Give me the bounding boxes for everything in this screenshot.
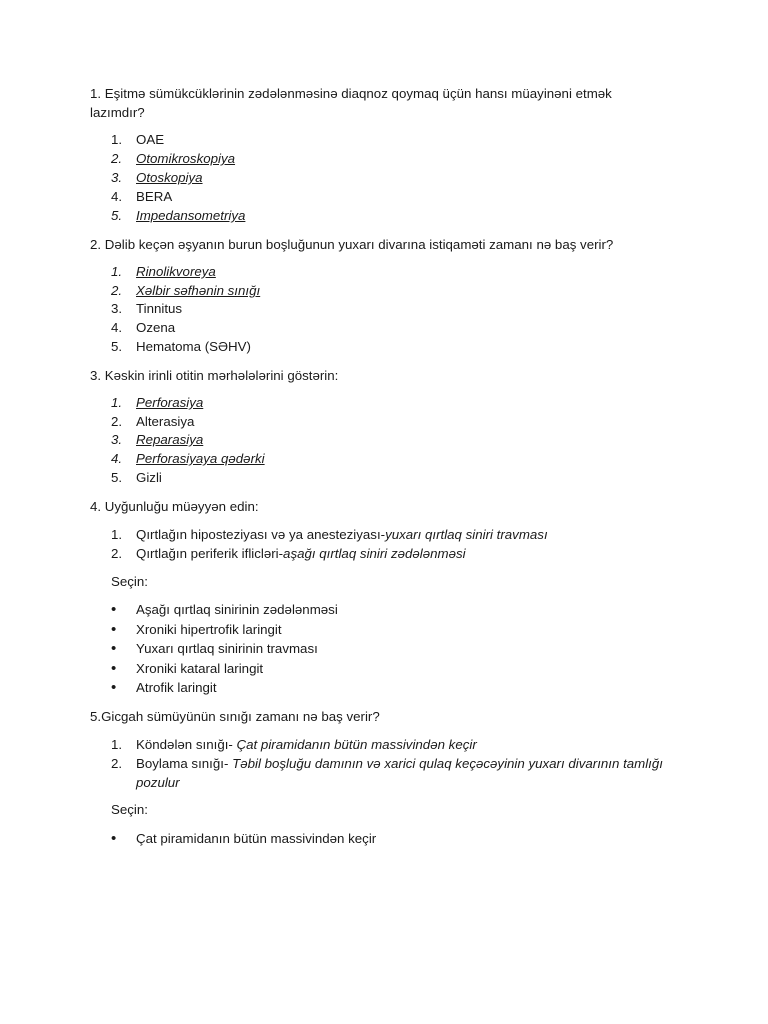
q4-pair-1: 1. Qırtlağın hiposteziyası və ya anesteziyası-yuxarı qırtlaq siniri travması	[111, 527, 548, 542]
question-3	[90, 366, 690, 385]
q5-pair-1: 1. Köndələn sınığı- Çat piramidanın bütün massivindən keçir	[111, 737, 477, 752]
q4-choice-2: • Xroniki hipertrofik laringit	[111, 621, 282, 638]
q5-pair-2: 2. Boylama sınığı- Təbil boşluğu damının və xarici qulaq keçəcəyinin yuxarı divarının tamlığı	[111, 756, 663, 771]
q3-option-5: 5. Gizli	[111, 470, 162, 485]
q1-option-5: 5. Impedansometriya	[111, 208, 246, 223]
q2-option-5: 5. Hematoma (SƏHV)	[111, 339, 251, 354]
question-5-line1: 5.Gicgah sümüyünün sınığı zamanı nə baş verir?	[90, 709, 380, 724]
bullet-icon: •	[111, 621, 117, 638]
question-4	[90, 497, 690, 516]
q3-option-1: 1. Perforasiya	[111, 395, 204, 410]
question-2-line1: 2. Dəlib keçən əşyanın burun boşluğunun yuxarı divarına istiqaməti zamanı nə baş verir?	[90, 237, 614, 252]
question-5	[90, 707, 690, 726]
question-4-line1: 4. Uyğunluğu müəyyən edin:	[90, 499, 259, 514]
q1-option-1: 1. OAE	[111, 132, 165, 147]
q1-option-4: 4. BERA	[111, 189, 173, 204]
q5-choice-1: • Çat piramidanın bütün massivindən keçir	[111, 830, 377, 847]
q1-option-2: 2. Otomikroskopiya	[111, 151, 236, 166]
q3-option-3: 3. Reparasiya	[111, 432, 204, 447]
q5-select-label: Seçin:	[111, 802, 148, 817]
q4-choice-3: • Yuxarı qırtlaq sinirinin travması	[111, 640, 318, 657]
q3-option-2: 2. Alterasiya	[111, 414, 195, 429]
question-1-line2: lazımdır?	[90, 105, 145, 120]
question-2	[90, 235, 690, 254]
q2-option-3: 3. Tinnitus	[111, 301, 183, 316]
q1-option-3: 3. Otoskopiya	[111, 170, 203, 185]
bullet-icon: •	[111, 830, 117, 847]
question-1	[90, 84, 690, 122]
q2-option-2: 2. Xəlbir səfhənin sınığı	[111, 283, 261, 298]
bullet-icon: •	[111, 640, 117, 657]
bullet-icon: •	[111, 679, 117, 696]
q4-choice-4: • Xroniki kataral laringit	[111, 660, 264, 677]
question-1-line1: 1. Eşitmə sümükcüklərinin zədələnməsinə diaqnoz qoymaq üçün hansı müayinəni etmək	[90, 86, 612, 101]
q4-select-label: Seçin:	[111, 574, 148, 589]
bullet-icon: •	[111, 601, 117, 618]
q4-pair-2: 2. Qırtlağın periferik iflicləri-aşağı qırtlaq siniri zədələnməsi	[111, 546, 466, 561]
q3-option-4: 4. Perforasiyaya qədərki	[111, 451, 265, 466]
q4-choice-1: • Aşağı qırtlaq sinirinin zədələnməsi	[111, 601, 338, 618]
bullet-icon: •	[111, 660, 117, 677]
q5-pair-2-continuation: pozulur	[136, 775, 180, 790]
q4-choice-5: • Atrofik laringit	[111, 679, 217, 696]
question-3-line1: 3. Kəskin irinli otitin mərhələlərini göstərin:	[90, 368, 339, 383]
q2-option-1: 1. Rinolikvoreya	[111, 264, 216, 279]
q2-option-4: 4. Ozena	[111, 320, 176, 335]
